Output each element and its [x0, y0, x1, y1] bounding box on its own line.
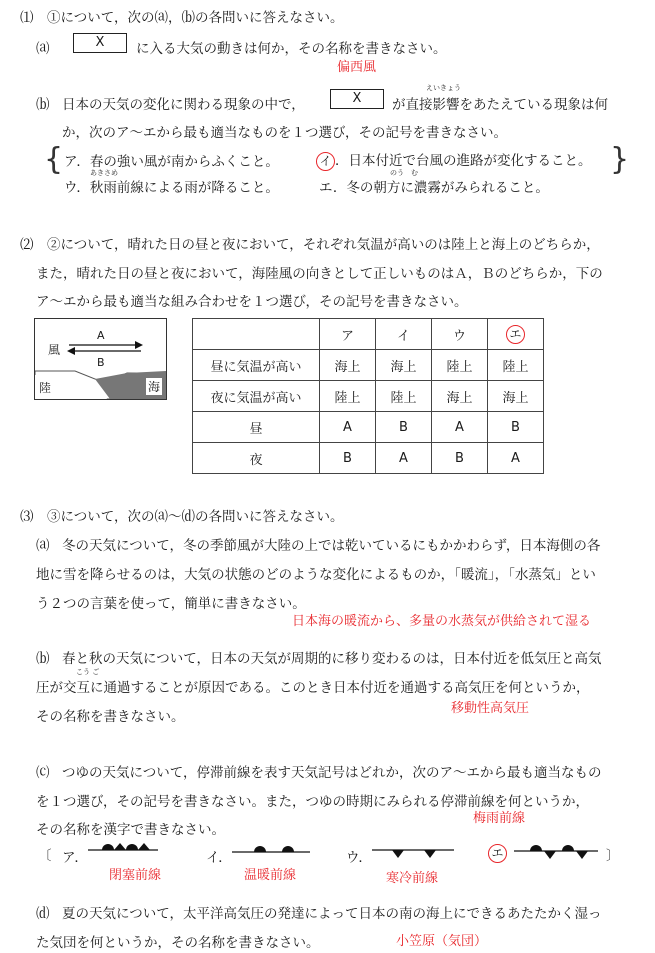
q1b-text1: 日本の天気の変化に関わる現象の中で，: [62, 97, 305, 113]
selected-circle: エ: [506, 325, 525, 344]
option-i: イ ．日本付近で台風の進路が変化すること。: [316, 149, 592, 171]
q1a-answer: 偏西風: [337, 60, 377, 75]
q3c-label: ⒞: [36, 765, 50, 781]
q1a-text: に入る大気の動きは何か，その名称を書きなさい。: [136, 41, 447, 57]
front-u-answer: 寒冷前線: [386, 871, 439, 886]
q3a-line1: 冬の天気について，冬の季節風が大陸の上では乾いているにもかかわらず，日本海側の各: [62, 538, 601, 554]
col-e: [488, 319, 544, 350]
q2-line1: ⑵ ②について，晴れた日の昼と夜において，それぞれ気温が高いのは陸上と海上のどちらか，: [20, 237, 600, 253]
front-u-label: ウ．: [346, 850, 372, 866]
q3d-line1: 夏の天気について，太平洋高気圧の発達によって日本の南の海上にできるあたたかく湿っ: [62, 906, 602, 922]
q3c-line1: つゆの天気について，停滞前線を表す天気記号はどれか，次のア～エから最も適当なもの: [62, 765, 602, 781]
table-header-row: [193, 319, 544, 350]
stationary-front-symbol: [514, 840, 598, 862]
fronts-bracket-left: 〔: [38, 848, 52, 864]
table-row: 夜に気温が高い 陸上 陸上 海上 海上: [193, 381, 544, 412]
sea-breeze-diagram: [34, 318, 167, 400]
selected-circle: イ: [316, 152, 335, 171]
sea-label: 海: [148, 380, 161, 394]
options-bracket-left: {: [44, 142, 64, 177]
option-a: ア．春の強い風が南からふくこと。: [64, 154, 279, 170]
front-e-label: [488, 844, 507, 863]
q3b-label: ⒝: [36, 651, 50, 667]
front-i-label: イ．: [206, 850, 232, 866]
q3b-line3: その名称を書きなさい。: [36, 709, 185, 725]
q3a-line3: う２つの言葉を使って，簡単に書きなさい。: [36, 596, 306, 612]
q3c-line2: を１つ選び，その記号を書きなさい。また，つゆの時期にみられる停滞前線を何というか，: [36, 794, 589, 810]
option-u-ruby: あきさめ: [90, 169, 118, 177]
table-row: 昼 A B A B: [193, 412, 544, 443]
q3c-answer: 梅雨前線: [473, 811, 526, 826]
col-i: イ: [376, 319, 432, 350]
warm-front-symbol: [232, 840, 310, 860]
q1-header: ⑴ ①について，次の⒜，⒝の各問いに答えなさい。: [20, 10, 344, 26]
fronts-bracket-right: 〕: [606, 848, 620, 864]
q3d-line2: た気団を何というか，その名称を書きなさい。: [36, 935, 320, 951]
selected-circle: エ: [488, 844, 507, 863]
option-e-ruby: のう む: [390, 169, 418, 177]
answer-table: [192, 318, 544, 474]
options-bracket-right: }: [610, 142, 630, 177]
arrow-a-label: A: [97, 329, 105, 342]
cold-front-symbol: [372, 842, 454, 862]
col-a: ア: [320, 319, 376, 350]
table-row: 昼に気温が高い 海上 海上 陸上 陸上: [193, 350, 544, 381]
q3a-answer: 日本海の暖流から、多量の水蒸気が供給されて湿る: [292, 614, 592, 629]
q3d-answer: 小笠原（気団）: [396, 934, 488, 949]
q3c-line3: その名称を漢字で書きなさい。: [36, 822, 225, 838]
q1b-text3: か，次のア～エから最も適当なものを１つ選び，その記号を書きなさい。: [62, 125, 507, 141]
q3b-ruby: こう ご: [76, 668, 100, 676]
q3b-line2: 圧が交互に通過することが原因である。このとき日本付近を通過する高気圧を何というか，: [36, 680, 590, 696]
q3b-line1: 春と秋の天気について，日本の天気が周期的に移り変わるのは，日本付近を低気圧と高気: [62, 651, 602, 667]
x-box-2: X: [330, 89, 384, 109]
occluded-front-symbol: [88, 840, 158, 860]
front-i-answer: 温暖前線: [244, 868, 297, 883]
land-label: 陸: [39, 381, 52, 395]
col-u: ウ: [432, 319, 488, 350]
q3d-label: ⒟: [36, 906, 50, 922]
front-a-label: ア．: [62, 850, 88, 866]
q3b-answer: 移動性高気圧: [451, 701, 530, 716]
q3a-line2: 地に雪を降らせるのは，大気の状態のどのような変化によるものか，「暖流」，「水蒸気」とい: [36, 567, 596, 583]
q1a-label: ⒜: [36, 41, 50, 57]
q1b-text2: が直接影響をあたえている現象は何: [392, 97, 608, 113]
q1b-ruby: えいきょう: [426, 84, 461, 92]
option-u: ウ．秋雨前線による雨が降ること。: [64, 180, 279, 196]
q2-line3: ア～エから最も適当な組み合わせを１つ選び，その記号を書きなさい。: [36, 294, 468, 310]
option-e: エ．冬の朝方に濃霧がみられること。: [319, 180, 549, 196]
table-row: 夜 B A B A: [193, 443, 544, 474]
front-a-answer: 閉塞前線: [109, 868, 162, 883]
wind-label: 風: [48, 343, 61, 357]
arrow-b-label: B: [97, 356, 105, 369]
q3a-label: ⒜: [36, 538, 50, 554]
q3-header: ⑶ ③について，次の⒜～⒟の各問いに答えなさい。: [20, 509, 344, 525]
x-box: X: [73, 33, 127, 53]
q2-line2: また，晴れた日の昼と夜において，海陸風の向きとして正しいものはＡ，Ｂのどちらか，下の: [36, 266, 603, 282]
q1b-label: ⒝: [36, 97, 50, 113]
